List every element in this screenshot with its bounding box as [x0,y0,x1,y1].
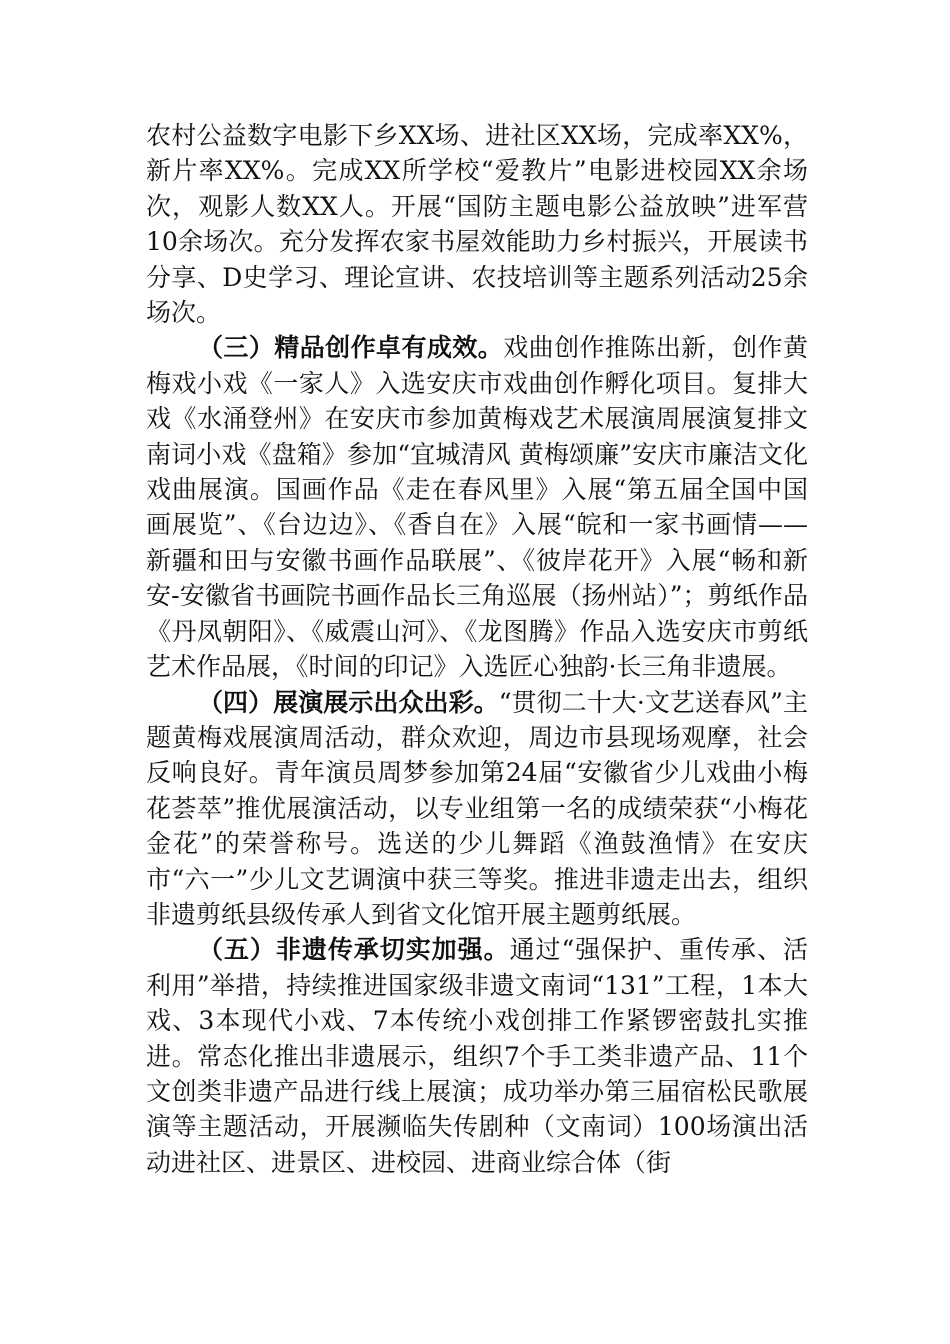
section-heading: （四）展演展示出众出彩。 [198,687,499,717]
document-body [146,118,808,1180]
paragraph-text: 农村公益数字电影下乡XX场、进社区XX场，完成率XX%，新片率XX%。完成XX所学校“爱教片”电影进校园XX余场次，观影人数XX人。开展“国防主题电影公益放映”进军营10余场次。充分发挥农家书屋效能助力乡村振兴，开展读书分享、D史学习、理论宣讲、农技培训等主题系列活动25余场次。 [146,121,808,328]
paragraph-creation [146,330,808,684]
paragraph-text: “贯彻二十大·文艺送春风”主题黄梅戏展演周活动，群众欢迎，周边市县现场观摩，社会反响良好。青年演员周梦参加第24届“安徽省少儿戏曲小梅花荟萃”推优展演活动，以专业组第一名的成绩荣获“小梅花金花”的荣誉称号。选送的少儿舞蹈《渔鼓渔情》在安庆市“六一”少儿文艺调演中获三等奖。推进非遗走出去，组织非遗剪纸县级传承人到省文化馆开展主题剪纸展。 [146,687,808,929]
section-heading: （三）精品创作卓有成效。 [198,333,504,363]
section-heading: （五）非遗传承切实加强。 [198,935,510,965]
paragraph-film-and-reading [146,118,808,330]
paragraph-text: 戏曲创作推陈出新，创作黄梅戏小戏《一家人》入选安庆市戏曲创作孵化项目。复排大戏《水涌登州》在安庆市参加黄梅戏艺术展演周展演复排文南词小戏《盘箱》参加“宜城清风 黄梅颂廉”安庆市廉洁文化戏曲展演。国画作品《走在春风里》入展“第五届全国中国画展览”、《台边边》、《香自在》入展“皖和一家书画情——新疆和田与安徽书画作品联展”、《彼岸花开》入展“畅和新安-安徽省书画院书画作品长三角巡展（扬州站）”；剪纸作品《丹凤朝阳》、《威震山河》、《龙图腾》作品入选安庆市剪纸艺术作品展，《时间的印记》入选匠心独韵·长三角非遗展。 [146,333,808,682]
paragraph-text: 通过“强保护、重传承、活利用”举措，持续推进国家级非遗文南词“131”工程，1本大戏、3本现代小戏、7本传统小戏创排工作紧锣密鼓扎实推进。常态化推出非遗展示，组织7个手工类非遗产品、11个文创类非遗产品进行线上展演；成功举办第三届宿松民歌展演等主题活动，开展濒临失传剧种（文南词）100场演出活动进社区、进景区、进校园、进商业综合体（街 [146,935,808,1177]
paragraph-heritage [146,932,808,1180]
paragraph-performance [146,685,808,933]
